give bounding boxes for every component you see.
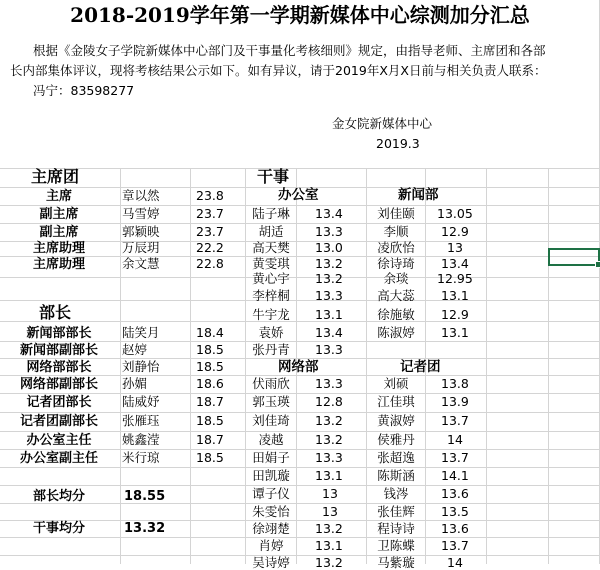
staff-name: 刘硕 [383,376,409,391]
notice-line-2: 长内部集体评议，现将考核结果公示如下。如有异议，请于2019年X月X日前与相关负责人联系： [10,63,547,78]
role-label: 主席助理 [32,241,85,256]
staff-name: 伏雨欣 [252,376,290,391]
member-score: 23.7 [196,206,224,221]
role-label: 记者团副部长 [19,414,98,429]
member-name: 米行琼 [122,450,160,465]
staff-name: 胡适 [258,224,284,239]
staff-score: 13.3 [315,288,343,303]
staff-name: 钱涔 [383,486,409,501]
member-name: 万辰玥 [122,240,160,255]
staff-name: 肖婷 [258,538,284,553]
signature-date: 2019.3 [376,136,420,151]
office-header: 办公室 [278,187,319,203]
staff-score: 13.3 [315,450,343,465]
staff-score: 13.6 [441,521,469,536]
notice-line-3: 冯宁：83598277 [33,83,135,98]
staff-score: 13.1 [315,538,343,553]
staff-score: 13.2 [315,555,343,570]
staff-header: 干事 [257,167,290,186]
staff-score: 12.9 [441,224,469,239]
role-label: 办公室副主任 [19,451,98,466]
role-label: 主席助理 [32,257,85,272]
notice-line-1: 根据《金陵女子学院新媒体中心部门及干事量化考核细则》规定，由指导老师、主席团和各部 [33,43,546,58]
staff-name: 朱雯怡 [252,504,290,519]
member-name: 张雁珏 [122,413,160,428]
staff-score: 13.4 [315,206,343,221]
staff-name: 徐施敏 [377,307,415,322]
staff-score: 13.8 [441,376,469,391]
staff-name: 张丹青 [252,342,290,357]
member-name: 孙媚 [122,376,148,391]
staff-name: 袁娇 [258,325,284,340]
staff-score: 13.7 [441,413,469,428]
role-label: 新闻部副部长 [19,343,98,358]
staff-score: 12.95 [437,271,473,286]
staff-name: 张超逸 [377,450,415,465]
member-score: 18.5 [196,413,224,428]
role-label: 办公室主任 [26,433,92,448]
presidium-header: 主席团 [31,167,80,186]
staff-name: 陈斯涵 [377,468,415,483]
staff-name: 黄雯琪 [252,256,290,271]
staff-score: 13.4 [315,325,343,340]
staff-score: 13 [322,504,338,519]
reporters-header: 记者团 [400,359,441,375]
member-score: 18.4 [196,325,224,340]
average-value: 13.32 [124,521,166,536]
member-name: 余文慧 [122,256,160,271]
member-name: 赵婷 [122,342,148,357]
staff-score: 13.2 [315,432,343,447]
staff-name: 凌欣怡 [377,240,415,255]
member-score: 22.2 [196,240,224,255]
role-label: 副主席 [39,207,79,222]
member-score: 23.8 [196,188,224,203]
staff-score: 13.4 [441,256,469,271]
average-label: 部长均分 [32,489,85,504]
staff-name: 张佳辉 [377,504,415,519]
staff-score: 13 [322,486,338,501]
member-score: 18.7 [196,394,224,409]
member-score: 18.7 [196,432,224,447]
role-label: 新闻部部长 [26,326,92,341]
member-name: 郭颖映 [122,224,160,239]
staff-name: 陆子琳 [252,206,290,221]
average-value: 18.55 [124,489,166,504]
news-header: 新闻部 [398,187,439,203]
staff-name: 郭玉瑛 [252,394,290,409]
role-label: 网络部部长 [26,360,92,375]
staff-score: 12.8 [315,394,343,409]
member-name: 马雪婷 [122,206,160,221]
staff-name: 程诗诗 [377,521,415,536]
staff-name: 黄心宇 [252,271,290,286]
staff-name: 江佳琪 [377,394,415,409]
staff-name: 侯雅丹 [377,432,415,447]
member-name: 刘静怡 [122,359,160,374]
staff-name: 田凯璇 [252,468,290,483]
member-score: 18.5 [196,342,224,357]
staff-score: 13.2 [315,413,343,428]
staff-score: 13.9 [441,394,469,409]
staff-name: 马紫璇 [377,555,415,570]
staff-name: 徐诗琦 [377,256,415,271]
member-name: 姚鑫滢 [122,432,160,447]
staff-score: 13.3 [315,224,343,239]
member-score: 18.5 [196,450,224,465]
page-title: 2018-2019学年第一学期新媒体中心综测加分汇总 [70,3,530,27]
staff-name: 余琰 [383,271,409,286]
staff-name: 谭子仪 [252,486,290,501]
staff-score: 14 [447,555,463,570]
staff-score: 14 [447,432,463,447]
member-name: 章以然 [122,188,160,203]
staff-score: 13 [447,240,463,255]
signature-org: 金女院新媒体中心 [332,116,433,131]
staff-score: 13.1 [441,325,469,340]
staff-score: 13.2 [315,271,343,286]
staff-score: 13.0 [315,240,343,255]
selected-cell[interactable] [548,248,600,266]
staff-name: 卫陈蝶 [377,538,415,553]
staff-score: 12.9 [441,307,469,322]
staff-score: 13.3 [315,376,343,391]
member-score: 22.8 [196,256,224,271]
staff-score: 13.3 [315,342,343,357]
staff-name: 吴诗婷 [252,555,290,570]
staff-score: 13.05 [437,206,473,221]
staff-name: 陈淑婷 [377,325,415,340]
staff-score: 13.5 [441,504,469,519]
role-label: 主席 [45,189,72,204]
member-name: 陆笑月 [122,325,160,340]
staff-score: 13.1 [315,307,343,322]
staff-name: 刘佳颐 [377,206,415,221]
staff-score: 13.7 [441,450,469,465]
staff-score: 14.1 [441,468,469,483]
staff-name: 高天樊 [252,240,290,255]
average-label: 干事均分 [32,521,85,536]
member-name: 陆威妤 [122,394,160,409]
member-score: 23.7 [196,224,224,239]
member-score: 18.6 [196,376,224,391]
staff-name: 凌越 [258,432,284,447]
staff-score: 13.2 [315,256,343,271]
staff-name: 徐翊楚 [252,521,290,536]
staff-name: 田娟子 [252,450,290,465]
staff-score: 13.1 [315,468,343,483]
staff-name: 李顺 [383,224,409,239]
staff-score: 13.6 [441,486,469,501]
role-label: 网络部副部长 [19,377,98,392]
staff-score: 13.1 [441,288,469,303]
role-label: 副主席 [39,225,79,240]
staff-name: 高大蕊 [377,288,415,303]
ministers-header: 部长 [39,303,72,322]
staff-name: 刘佳琦 [252,413,290,428]
fill-handle[interactable] [595,261,600,268]
staff-name: 牛宇龙 [252,307,290,322]
member-score: 18.5 [196,359,224,374]
staff-name: 李梓桐 [252,288,290,303]
staff-score: 13.2 [315,521,343,536]
network-header: 网络部 [278,359,319,375]
role-label: 记者团部长 [26,395,92,410]
staff-name: 黄淑婷 [377,413,415,428]
staff-score: 13.7 [441,538,469,553]
